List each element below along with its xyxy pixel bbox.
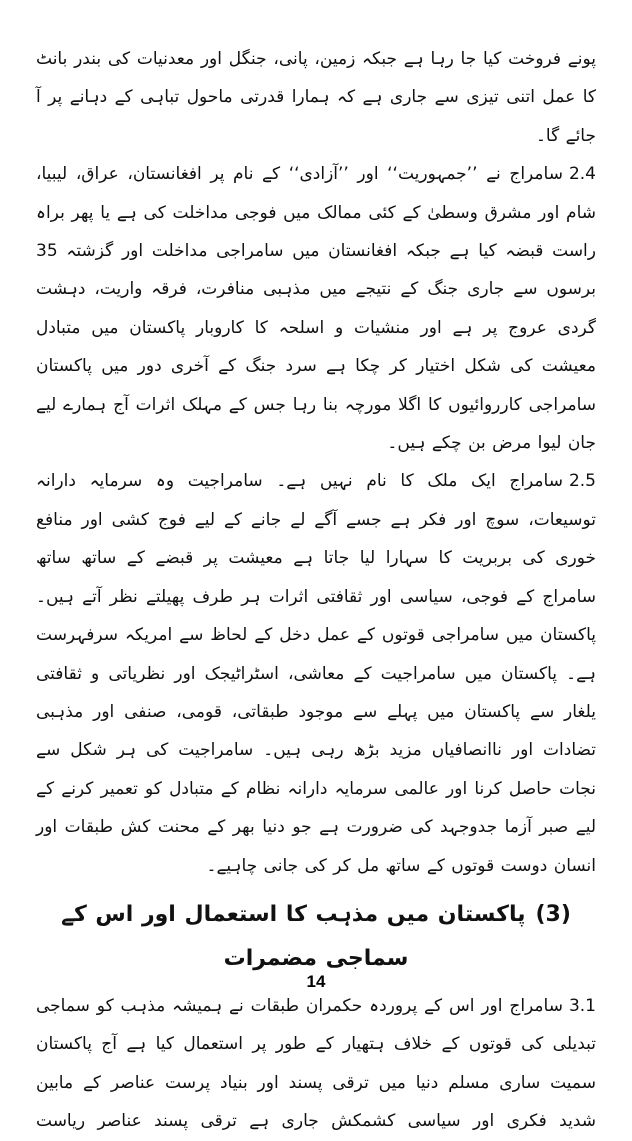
paragraph-text: سامراج نے ’’جمہوریت‘‘ اور ’’آزادی‘‘ کے نام پر افغانستان، عراق، لیبیا، شام اور مشرق وسطیٰ کے کئی ممالک میں فوجی مداخلت کی ہے یا پھر براہ راست قبضہ کیا ہے جبکہ افغانستان میں سامراجی مداخلت اور گزشتہ 35 برسوں سے جاری جنگ کے نتیجے میں مذہبی منافرت، فرقہ واریت، دہشت گردی عروج پر ہے اور منشیات و اسلحہ کا کاروبار پاکستان میں متبادل معیشت کی شکل اختیار کر چکا ہے سرد جنگ کے آخری دور میں پاکستان سامراجی کارروائیوں کا اگلا مورچہ بنا رہا جس کے مہلک اثرات آج ہمارے لیے جان لیوا مرض بن چکے ہیں۔ (36, 164, 596, 454)
paragraph-number: 3.1 (568, 995, 596, 1016)
paragraph-2-5 (36, 462, 596, 884)
paragraph-number: 2.4 (568, 164, 596, 185)
paragraph-2-4 (36, 155, 596, 462)
page-number: 14 (306, 972, 326, 991)
paragraph-text: سامراج اور اس کے پروردہ حکمران طبقات نے ہمیشہ مذہب کو سماجی تبدیلی کی قوتوں کے خلاف ہتھیار کے طور پر استعمال کیا ہے آج پاکستان سمیت ساری مسلم دنیا میں ترقی پسند اور بنیاد پرست عناصر کے مابین شدید فکری اور سیاسی کشمکش جاری ہے ترقی پسند عناصر ریاست (36, 995, 596, 1132)
section-heading (36, 893, 596, 981)
paragraph-text: سامراج ایک ملک کا نام نہیں ہے۔ سامراجیت وہ سرمایہ دارانہ توسیعات، سوچ اور فکر ہے جسے آگے لے جانے کے لیے فوج کشی اور منافع خوری کی بربریت کا سہارا لیا جاتا ہے معیشت پر قبضے کے ساتھ ساتھ سامراج کے فوجی، سیاسی اور ثقافتی اثرات ہر طرف پھیلتے نظر آتے ہیں۔ پاکستان میں سامراجی قوتوں کے عمل دخل کے لحاظ سے امریکہ سرفہرست ہے۔ پاکستان میں سامراجیت کے معاشی، اسٹراٹیجک اور نظریاتی و ثقافتی یلغار سے پاکستان میں پہلے سے موجود طبقاتی، قومی، صنفی اور مذہبی تضادات اور ناانصافیاں مزید بڑھ رہی ہیں۔ سامراجیت کی ہر شکل سے نجات حاصل کرنا اور عالمی سرمایہ دارانہ نظام کے متبادل کو تعمیر کرنے کے لیے صبر آزما جدوجہد کی ضرورت ہے جو دنیا بھر کے محنت کش طبقات اور انسان دوست قوتوں کے ساتھ مل کر کی جانی چاہیے۔ (36, 471, 596, 876)
section-title: پاکستان میں مذہب کا استعمال اور اس کے سماجی مضمرات (61, 901, 526, 971)
paragraph-intro: پونے فروخت کیا جا رہا ہے جبکہ زمین، پانی، جنگل اور معدنیات کی بندر بانٹ کا عمل اتنی تیزی سے جاری ہے کہ ہمارا قدرتی ماحول تباہی کے دہانے پر آ جائے گا۔ (36, 49, 596, 146)
section-number: (3) (535, 901, 571, 927)
paragraph-number: 2.5 (568, 471, 596, 492)
paragraph-3-1 (36, 987, 596, 1141)
